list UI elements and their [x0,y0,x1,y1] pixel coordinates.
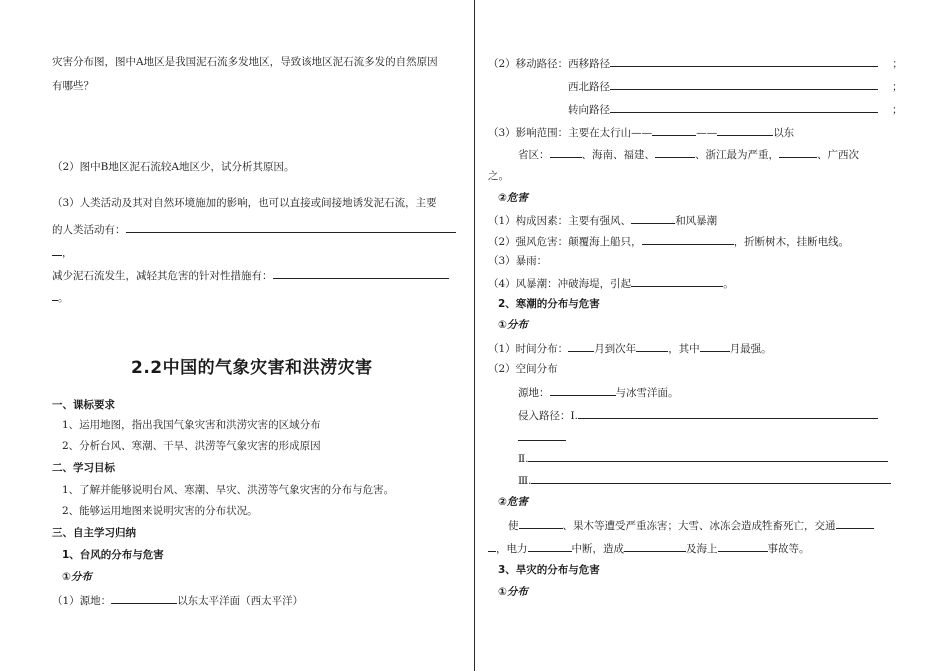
q2-text: （2）图中B地区泥石流较A地区少，试分析其原因。 [52,161,295,173]
cold-harm2-a: ，电力 [496,543,528,555]
storm-surge-blank[interactable] [631,275,723,287]
storm-surge-line [488,275,734,291]
q3-line1: （3）人类活动及其对自然环境施加的影响，也可以直接或间接地诱发泥石流，主要 [52,197,437,209]
q3-activities-blank[interactable] [126,221,456,233]
heading-self-study: 三、自主学习归纳 [52,527,136,539]
route-1-blank[interactable] [578,407,878,419]
range-blank-2[interactable] [717,124,773,136]
harm-factors-line [488,212,717,228]
cold-harm2-c: 及海上 [686,543,718,555]
q3-period: 。 [58,292,69,304]
q3-measures-blank[interactable] [273,267,449,279]
time-mid1: 月到次年 [594,343,637,355]
range-blank-1[interactable] [652,124,696,136]
rainstorm-line: （3）暴雨： [488,255,548,267]
space-distribution: （2）空间分布 [488,363,558,375]
q3-comma: ， [62,247,73,259]
q3-activities-label: 的人类活动有： [52,224,126,236]
move-turn-line [568,101,903,117]
q3-activities-blank-cont[interactable] [52,244,62,256]
cold-harm1-mid: 、果木等遭受严重冻害；大雪、冰冻会造成牲畜死亡，交通 [562,520,836,532]
range-line [488,124,794,140]
time-blank-1[interactable] [568,340,594,352]
time-blank-2[interactable] [636,340,668,352]
cold-harm-blank-2-cont[interactable] [488,540,496,552]
harm-factors-post: 和风暴潮 [675,215,718,227]
move-west-line [488,55,903,71]
typhoon-distribution-heading: ①分布 [62,571,92,583]
goal-item-2: 2、能够运用地图来说明灾害的分布状况。 [62,505,258,517]
q3-line4 [52,267,449,283]
goal-item-1: 1、了解并能够说明台风、寒潮、旱灾、洪涝等气象灾害的分布与危害。 [62,484,395,496]
route-1-blank-cont[interactable] [518,429,566,441]
drought-heading: 3、旱灾的分布与危害 [498,564,600,576]
route-2-blank[interactable] [528,450,888,462]
provinces-blank-1[interactable] [550,146,582,158]
column-divider [474,0,475,671]
curriculum-item-1: 1、运用地图，指出我国气象灾害和洪涝灾害的区域分布 [62,419,321,431]
harm-factors-label: （1）构成因素：主要有强风、 [488,215,632,227]
provinces-end: 之。 [488,170,509,182]
route-3-line [518,472,891,488]
heading-curriculum: 一、课标要求 [52,399,115,411]
cold-source-label: 源地： [518,387,550,399]
provinces-line [518,146,859,162]
time-label: （1）时间分布： [488,343,569,355]
cold-harm-blank-1[interactable] [519,517,563,529]
provinces-blank-2[interactable] [655,146,695,158]
time-blank-3[interactable] [700,340,730,352]
move-nw-label: 西北路径 [568,81,610,93]
cold-harm2-d: 事故等。 [767,543,810,555]
wind-harm-post: ，折断树木，挂断电线。 [733,236,850,248]
typhoon-heading: 1、台风的分布与危害 [62,549,164,561]
route-2-label: Ⅱ. [518,453,529,465]
semicolon: ； [892,104,903,116]
cold-source-post: 与冰雪洋面。 [615,387,679,399]
typhoon-source-label: （1）源地： [52,595,112,607]
cold-harm-blank-3[interactable] [528,540,572,552]
time-mid2: ，其中 [668,343,700,355]
q3-line5 [52,289,69,305]
route-1-cont [518,429,566,445]
range-post: 以东 [773,127,795,139]
semicolon: ； [892,81,903,93]
move-turn-blank[interactable] [610,101,878,113]
time-post: 月最强。 [729,343,772,355]
drought-distribution-heading: ①分布 [498,586,528,598]
provinces-zhejiang: 、浙江最为严重， [695,149,779,161]
move-west-blank[interactable] [610,55,878,67]
q3-line3 [52,244,73,260]
route-3-blank[interactable] [531,472,891,484]
move-nw-line [568,78,903,94]
route-2-line [518,450,888,466]
storm-surge-post: 。 [723,278,734,290]
typhoon-source-text: 以东太平洋面（西太平洋） [177,595,304,607]
provinces-guangxi: 、广西次 [817,149,859,161]
cold-wave-heading: 2、寒潮的分布与危害 [498,298,600,310]
provinces-hainan: 、海南、福建、 [581,149,655,161]
cold-harm-line2 [488,540,810,556]
provinces-label: 省区： [518,149,550,161]
cold-harm-heading: ②危害 [498,496,528,508]
typhoon-harm-heading: ②危害 [498,192,528,204]
semicolon: ； [892,58,903,70]
curriculum-item-2: 2、分析台风、寒潮、干旱、洪涝等气象灾害的形成原因 [62,440,321,452]
cold-harm-blank-5[interactable] [718,540,768,552]
q1-line2: 有哪些？ [52,80,94,92]
q3-measures-label: 减少泥石流发生，减轻其危害的针对性措施有： [52,270,273,282]
section-title: 2.2中国的气象灾害和洪涝灾害 [131,358,373,378]
cold-distribution-heading: ①分布 [498,319,528,331]
time-distribution-line [488,340,772,356]
cold-harm2-b: 中断，造成 [571,543,624,555]
range-dash: —— [696,127,718,139]
route-1-line [518,407,878,423]
cold-harm-line1 [508,517,874,533]
route-label: 侵入路径：Ⅰ. [518,410,578,422]
wind-harm-blank[interactable] [642,233,734,245]
move-nw-blank[interactable] [610,78,878,90]
wind-harm-line [488,233,849,249]
move-turn-label: 转向路径 [568,104,610,116]
cold-harm-blank-2[interactable] [836,517,874,529]
heading-goals: 二、学习目标 [52,462,115,474]
typhoon-source-blank[interactable] [111,592,177,604]
move-west-label: （2）移动路径：西移路径 [488,58,611,70]
cold-harm-blank-4[interactable] [624,540,686,552]
provinces-blank-3[interactable] [779,146,817,158]
wind-harm-label: （2）强风危害：颠覆海上船只， [488,236,642,248]
harm-factors-blank[interactable] [631,212,675,224]
storm-surge-label: （4）风暴潮：冲破海堤，引起 [488,278,632,290]
range-label: （3）影响范围：主要在太行山—— [488,127,653,139]
route-3-label: Ⅲ. [518,475,532,487]
typhoon-source-line [52,592,303,608]
q3-line2 [52,221,456,237]
cold-source-blank[interactable] [550,384,616,396]
q1-line1: 灾害分布图，图中A地区是我国泥石流多发地区，导致该地区泥石流多发的自然原因 [52,56,438,68]
cold-harm1-pre: 使 [508,520,519,532]
cold-source-line [518,384,679,400]
